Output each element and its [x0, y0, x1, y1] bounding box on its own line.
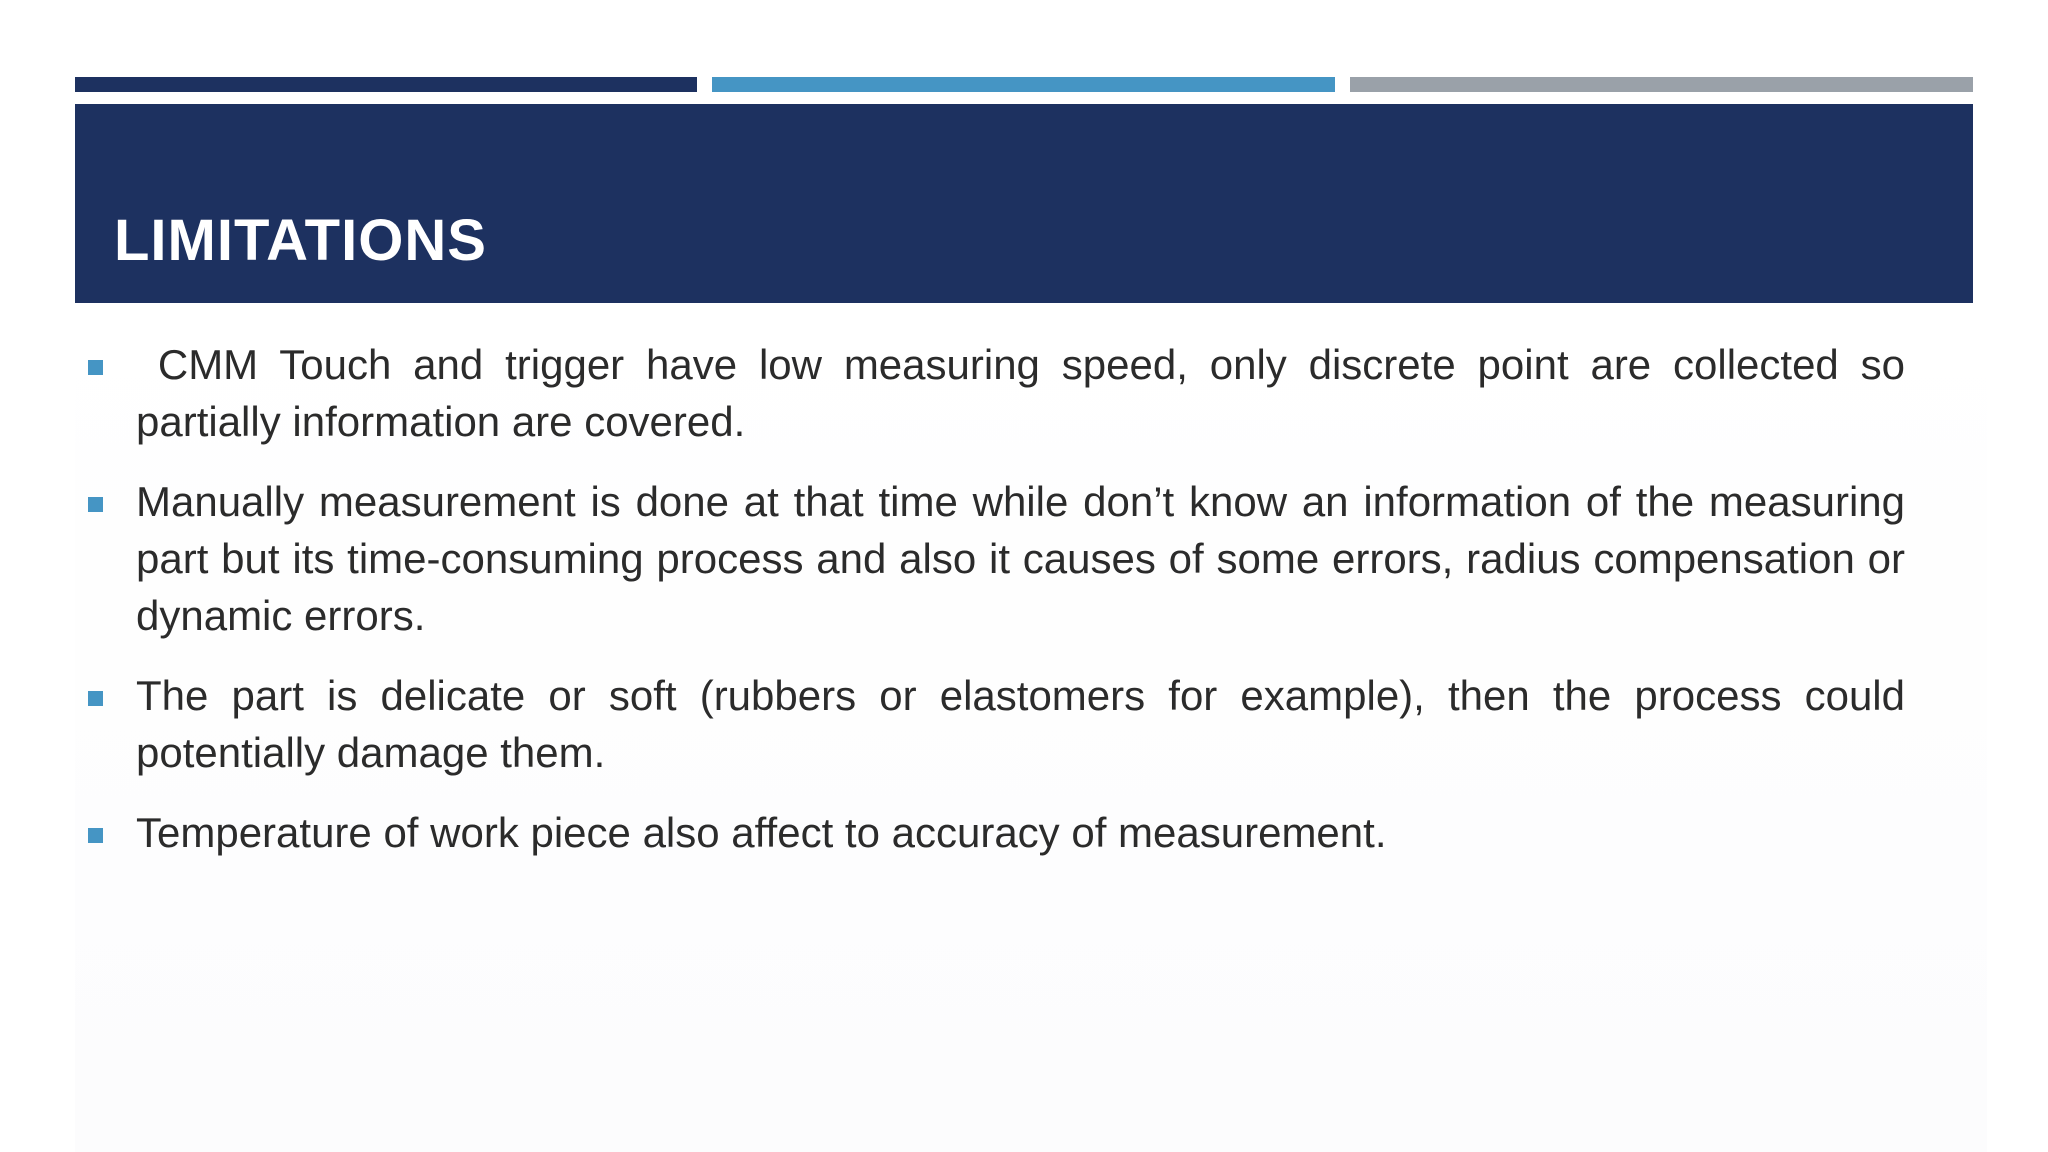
title-band [75, 104, 1973, 303]
bullet-text: Temperature of work piece also affect to accuracy of measurement. [136, 809, 1387, 856]
bullet-item [85, 473, 1905, 644]
bullet-text: The part is delicate or soft (rubbers or elastomers for example), then the process could potentially damage them. [136, 672, 1905, 776]
square-bullet-icon [88, 360, 103, 375]
square-bullet-icon [88, 497, 103, 512]
bullet-item [85, 336, 1917, 450]
bullet-list [85, 336, 1917, 884]
bullet-text: Manually measurement is done at that time while don’t know an information of the measuring part but its time-consuming process and also it causes of some errors, radius compensation or dynamic errors. [136, 478, 1905, 639]
bullet-item [85, 667, 1905, 781]
bullet-text: CMM Touch and trigger have low measuring speed, only discrete point are collected so partially information are covered. [136, 341, 1917, 445]
square-bullet-icon [88, 691, 103, 706]
square-bullet-icon [88, 828, 103, 843]
accent-bar-light-blue [712, 77, 1335, 92]
bullet-item [85, 804, 1905, 861]
accent-bar-dark-blue [75, 77, 697, 92]
accent-bar-gray [1350, 77, 1973, 92]
slide-title: LIMITATIONS [114, 208, 487, 273]
